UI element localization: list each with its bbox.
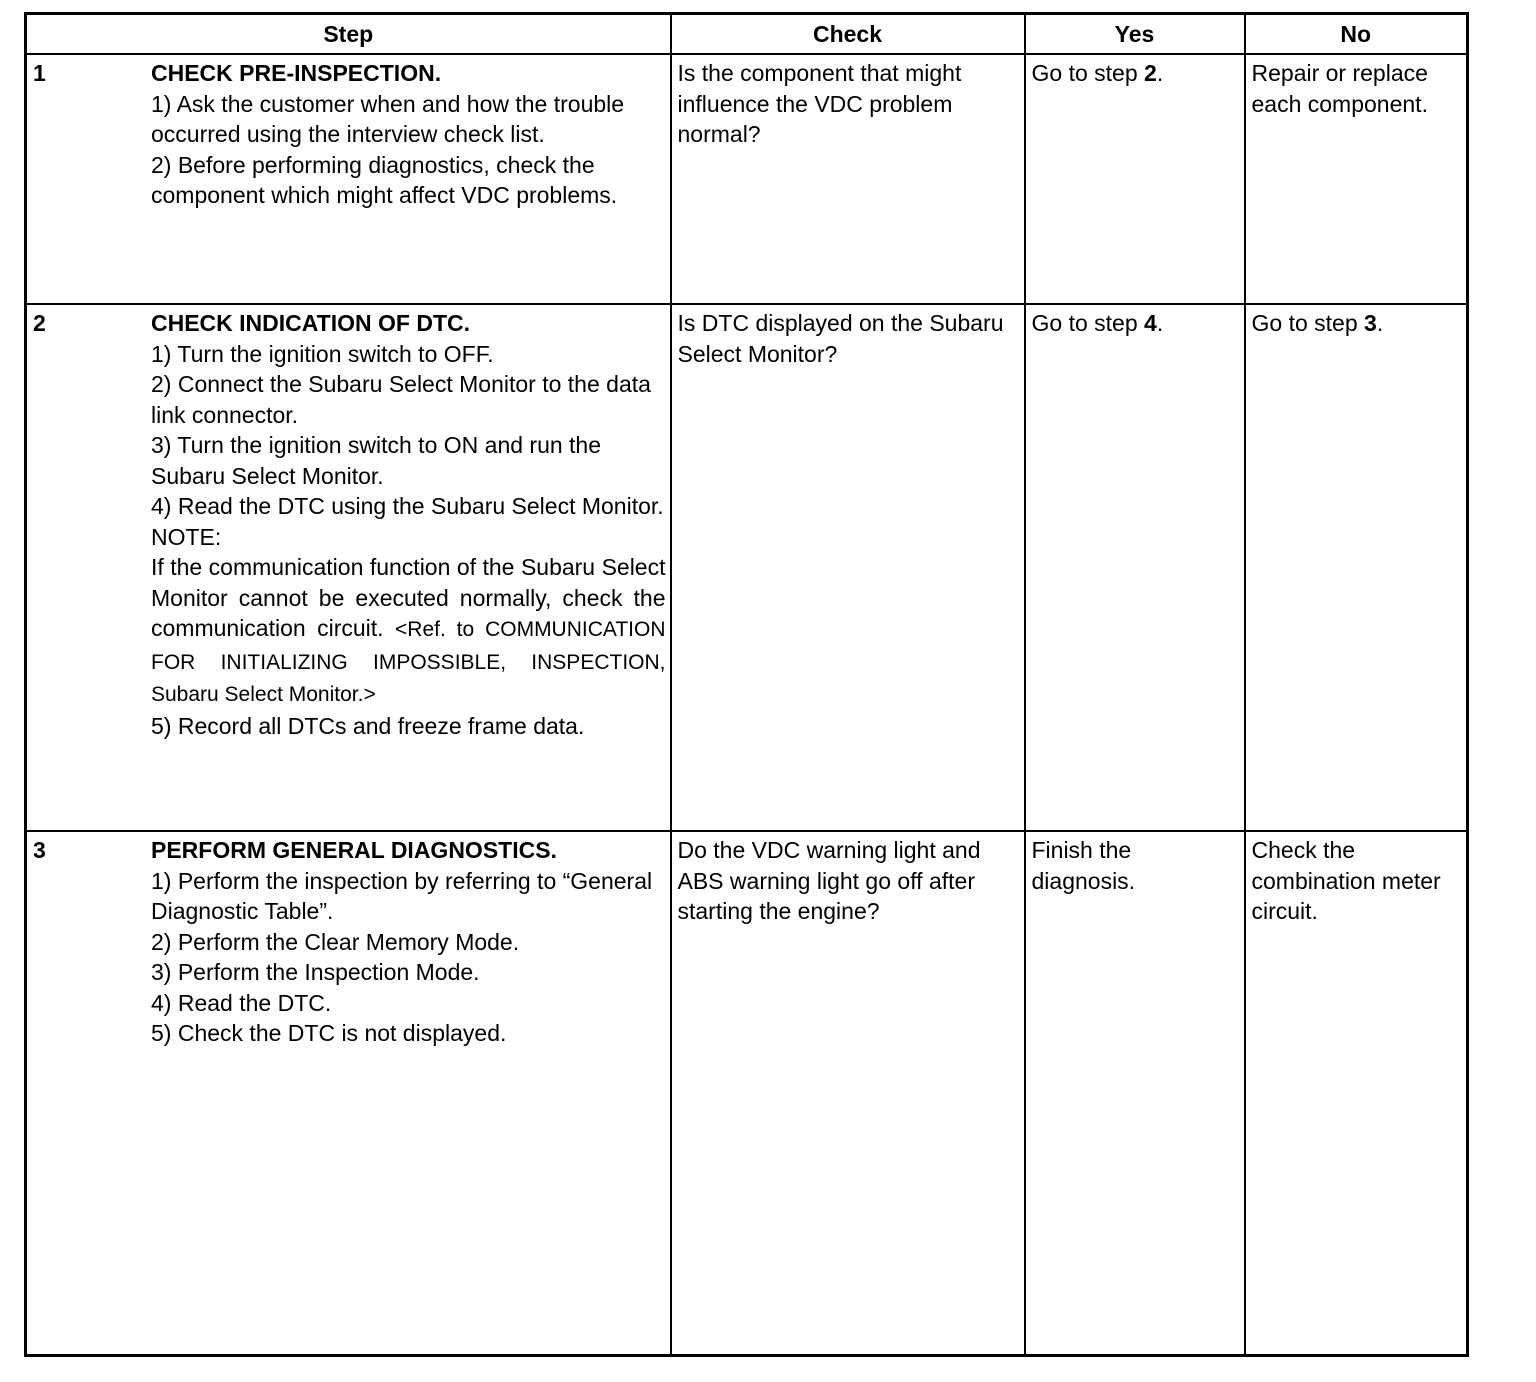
table-row (26, 831, 1468, 1355)
note-text (151, 552, 666, 711)
step-title: CHECK INDICATION OF DTC. (151, 310, 471, 337)
header-step: Step (26, 14, 671, 55)
yes-step-link[interactable]: 4 (1144, 310, 1157, 337)
no-cell (1245, 831, 1468, 1355)
step-line: 2) Before performing diagnostics, check the component which might affect VDC problems. (151, 151, 618, 208)
step-line: 3) Perform the Inspection Mode. (151, 959, 480, 986)
check-cell (671, 54, 1025, 304)
no-text: Repair or replace each component. (1251, 60, 1428, 117)
yes-cell (1025, 831, 1245, 1355)
step-cell (26, 54, 671, 304)
table-row (26, 54, 1468, 304)
step-line: 1) Ask the customer when and how the trouble occurred using the interview check list. (151, 90, 625, 147)
step-cell (26, 831, 671, 1355)
note-label: NOTE: (151, 523, 222, 550)
yes-cell (1025, 304, 1245, 831)
header-row (26, 14, 1468, 55)
no-cell (1245, 304, 1468, 831)
step-line: 4) Read the DTC using the Subaru Select Monitor. (151, 493, 664, 520)
check-text: Is the component that might influence the VDC problem normal? (677, 60, 962, 147)
step-number: 2 (33, 310, 46, 337)
note-body: If the communication function of the Subaru Select Monitor cannot be executed normally, check the communication circuit. (151, 554, 666, 642)
yes-suffix: . (1156, 60, 1164, 86)
step-line: 5) Check the DTC is not displayed. (151, 1020, 507, 1047)
no-suffix: . (1376, 310, 1384, 337)
step-line: 4) Read the DTC. (151, 989, 332, 1016)
header-yes: Yes (1025, 14, 1245, 55)
no-text: Go to step (1251, 310, 1365, 337)
yes-cell (1025, 54, 1245, 304)
step-number: 1 (33, 60, 46, 86)
yes-suffix: . (1156, 310, 1164, 337)
step-cell (26, 304, 671, 831)
check-cell (671, 831, 1025, 1355)
yes-text: Go to step (1031, 60, 1145, 86)
check-text: Do the VDC warning light and ABS warning light go off after starting the engine? (677, 837, 981, 925)
step-line: 1) Turn the ignition switch to OFF. (151, 340, 494, 367)
yes-step-link[interactable]: 2 (1144, 60, 1157, 86)
yes-text: Finish the diagnosis. (1031, 837, 1136, 894)
check-text: Is DTC displayed on the Subaru Select Monitor? (677, 310, 1004, 367)
yes-text: Go to step (1031, 310, 1145, 337)
diagnostic-table (24, 12, 1469, 1357)
step-title: PERFORM GENERAL DIAGNOSTICS. (151, 837, 557, 864)
no-cell (1245, 54, 1468, 304)
header-check: Check (671, 14, 1025, 55)
step-number: 3 (33, 837, 46, 864)
no-text: Check the combination meter circuit. (1251, 837, 1441, 925)
step-line: 5) Record all DTCs and freeze frame data. (151, 712, 585, 739)
check-cell (671, 304, 1025, 831)
step-line: 2) Perform the Clear Memory Mode. (151, 928, 520, 955)
step-line: 3) Turn the ignition switch to ON and run the Subaru Select Monitor. (151, 432, 602, 489)
no-step-link[interactable]: 3 (1364, 310, 1377, 337)
step-line: 1) Perform the inspection by referring to “General Diagnostic Table”. (151, 867, 653, 925)
header-no: No (1245, 14, 1468, 55)
step-line: 2) Connect the Subaru Select Monitor to the data link connector. (151, 371, 651, 428)
step-title: CHECK PRE-INSPECTION. (151, 60, 442, 86)
ref-link[interactable]: <Ref. to COMMUNICATION FOR INITIALIZING IMPOSSIBLE, INSPECTION, Subaru Select Monitor.> (151, 618, 666, 707)
table-row (26, 304, 1468, 831)
